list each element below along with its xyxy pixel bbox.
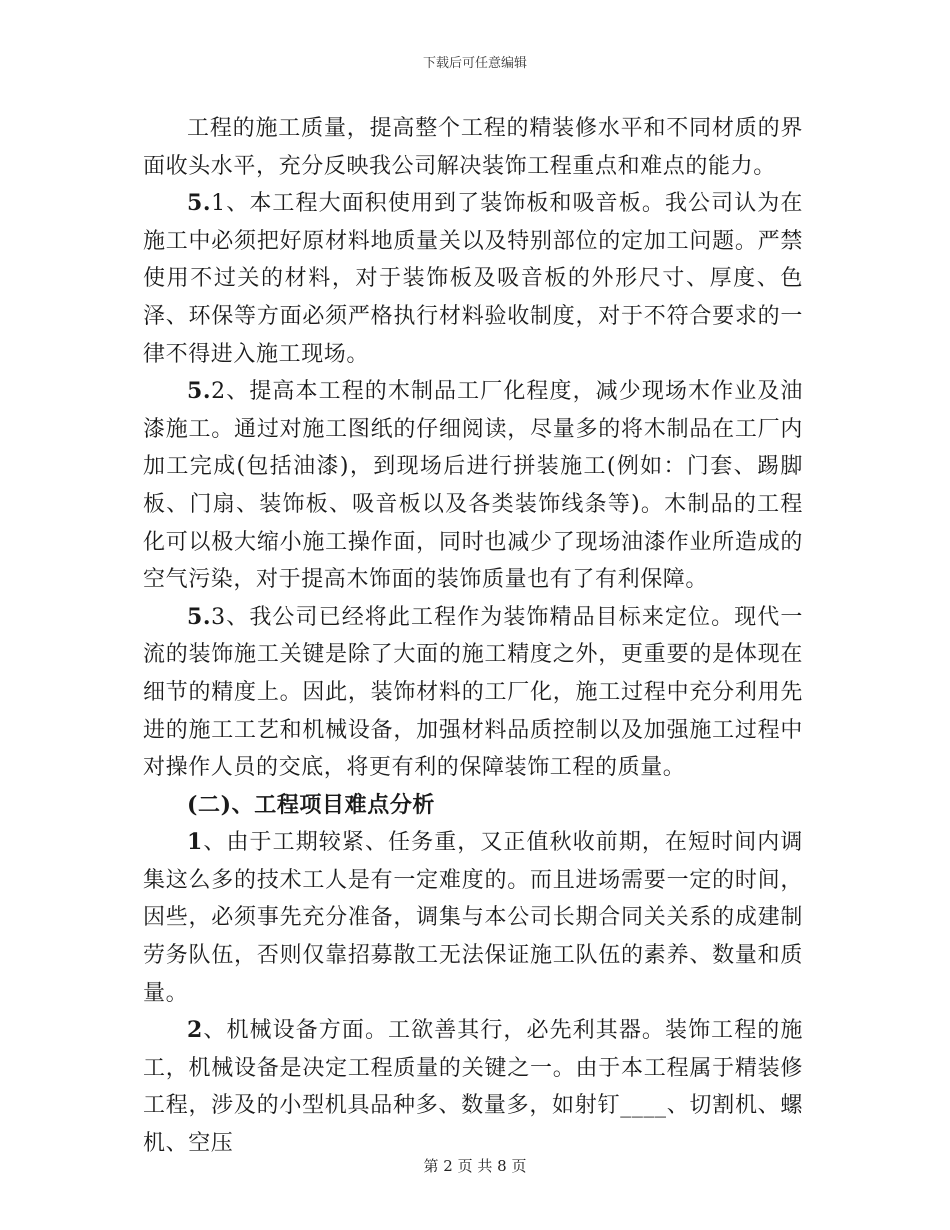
paragraph-text: 、由于工期较紧、任务重，又正值秋收前期，在短时间内调集这么多的技术工人是有一定难度的。而且进场需要一定的时间，因些，必须事先充分准备，调集与本公司长期合同关关系的成建制劳务队伍，否则仅靠招募散工无法保证施工队伍的素养、数量和质量。: [143, 830, 803, 1006]
item-number: 1: [187, 829, 203, 856]
page-header-note: 下载后可任意编辑: [422, 56, 527, 71]
paragraph-text: 2、提高本工程的木制品工厂化程度，减少现场木作业及油漆施工。通过对施工图纸的仔细阅读，尽量多的将木制品在工厂内加工完成(包括油漆)，到现场后进行拼装施工(例如：门套、踢脚板、门扇、装饰板、吸音板以及各类装饰线条等)。木制品的工程化可以极大缩小施工操作面，同时也减少了现场油漆作业所造成的空气污染，对于提高木饰面的装饰质量也有了有利保障。: [143, 379, 803, 593]
paragraph-5-2: [143, 373, 803, 599]
page-number-footer: 第 2 页 共 8 页: [423, 1157, 527, 1175]
paragraph-text: 1、本工程大面积使用到了装饰板和吸音板。我公司认为在施工中必须把好原材料地质量关以及特别部位的定加工问题。严禁使用不过关的材料，对于装饰板及吸音板的外形尺寸、厚度、色泽、环保等方面必须严格执行材料验收制度，对于不符合要求的一律不得进入施工现场。: [143, 191, 803, 367]
section-number: 5.: [187, 603, 212, 630]
section-number: 5.: [187, 190, 212, 217]
document-body: [143, 110, 803, 1163]
paragraph-intro: 工程的施工质量，提高整个工程的精装修水平和不同材质的界面收头水平，充分反映我公司解决装饰工程重点和难点的能力。: [143, 116, 803, 179]
paragraph-difficulty-1: [143, 824, 803, 1012]
paragraph-difficulty-2: [143, 1012, 803, 1162]
paragraph-5-3: [143, 599, 803, 787]
paragraph-text: 3、我公司已经将此工程作为装饰精品目标来定位。现代一流的装饰施工关键是除了大面的施工精度之外，更重要的是体现在细节的精度上。因此，装饰材料的工厂化，施工过程中充分利用先进的施工工艺和机械设备，加强材料品质控制以及加强施工过程中对操作人员的交底，将更有利的保障装饰工程的质量。: [143, 604, 803, 781]
paragraph-5-1: [143, 185, 803, 373]
section-heading-difficulties: (二)、工程项目难点分析: [187, 791, 436, 818]
section-number: 5.: [187, 378, 212, 405]
item-number: 2: [187, 1017, 203, 1044]
paragraph-text: 、机械设备方面。工欲善其行，必先利其器。装饰工程的施工，机械设备是决定工程质量的关键之一。由于本工程属于精装修工程，涉及的小型机具品种多、数量多，如射钉____、切割机、螺机、空压: [143, 1018, 803, 1157]
